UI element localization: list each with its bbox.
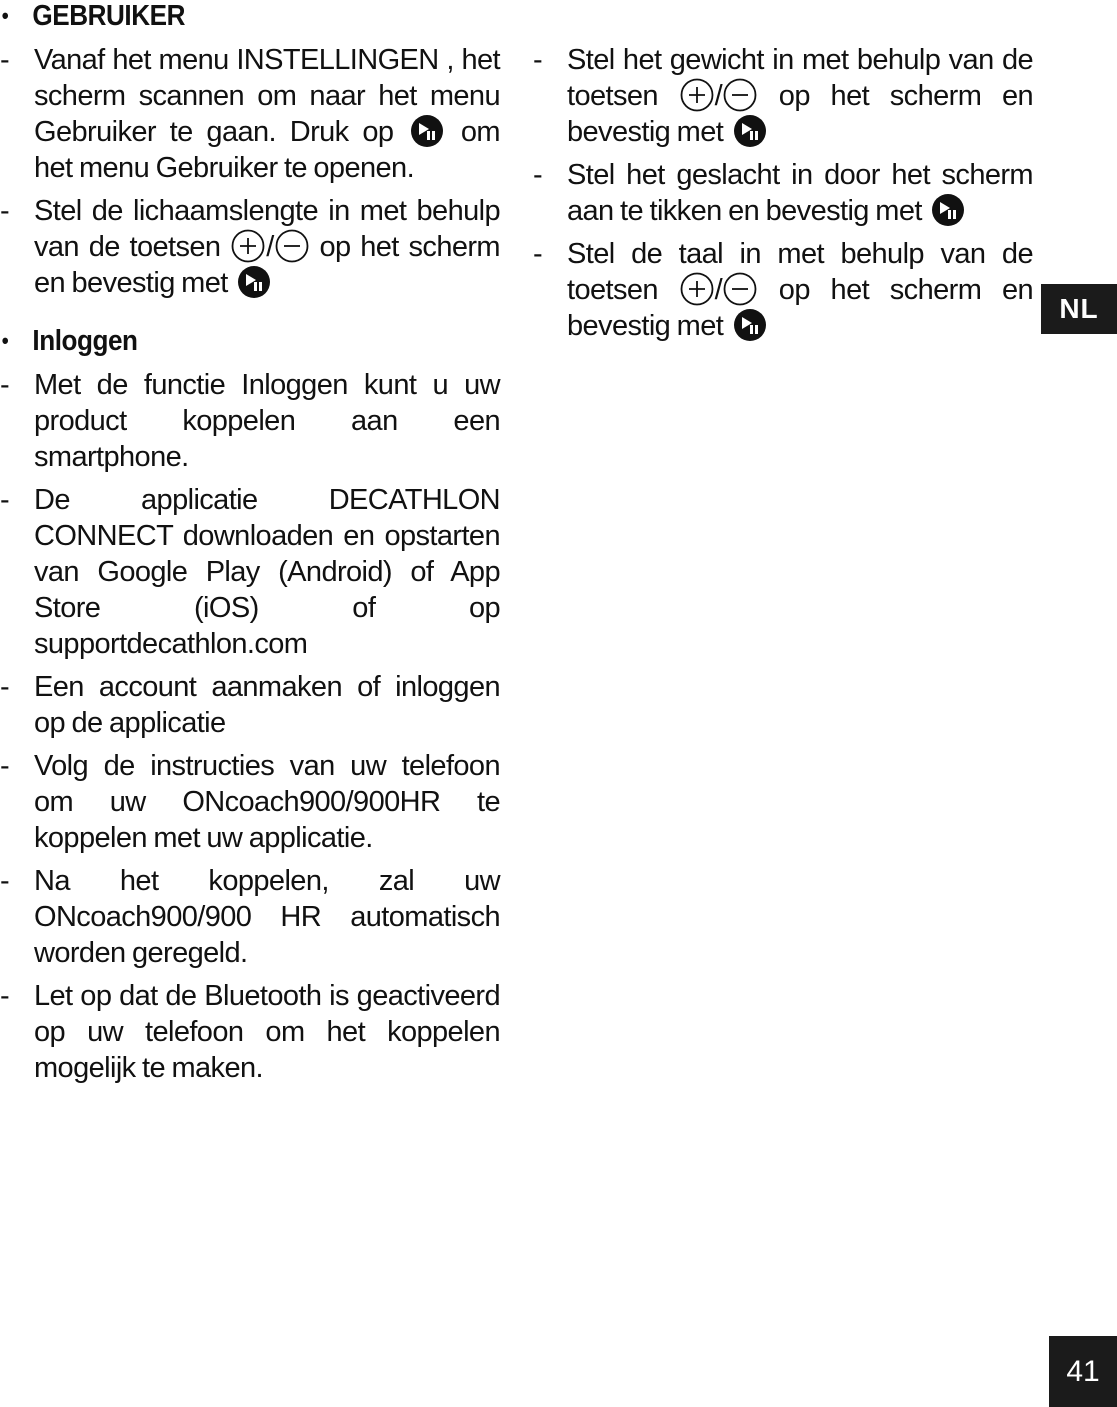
list-item (0, 367, 500, 475)
list-item (0, 482, 500, 662)
dash: - (533, 44, 543, 76)
section-heading-gebruiker (0, 0, 450, 32)
plus-circle-icon (231, 229, 265, 263)
page-number: 41 (1049, 1336, 1117, 1407)
settings-list (533, 42, 1033, 344)
list-item (533, 157, 1033, 229)
minus-circle-icon (723, 78, 757, 112)
list-item (533, 42, 1033, 150)
section-heading-inloggen (0, 325, 450, 357)
play-pause-button-icon (410, 114, 444, 148)
item-text: Let op dat de Bluetooth is geactiveerd op uw telefoon om het koppelen mogelijk te maken. (34, 980, 500, 1084)
dash: - (0, 195, 10, 227)
minus-circle-icon (275, 229, 309, 263)
dash: - (0, 44, 10, 76)
gebruiker-list (0, 42, 500, 301)
item-text: Stel het gewicht in met behulp van de toetsen / op het scherm en bevestig met (567, 44, 1033, 148)
minus-circle-icon (723, 272, 757, 306)
play-pause-button-icon (733, 114, 767, 148)
dash: - (0, 369, 10, 401)
inloggen-list (0, 367, 500, 1086)
list-item (0, 978, 500, 1086)
plus-circle-icon (680, 272, 714, 306)
dash: - (0, 484, 10, 516)
item-text: Stel de taal in met behulp van de toetsen / op het scherm en bevestig met (567, 238, 1033, 342)
list-item (0, 863, 500, 971)
bullet: • (1, 3, 9, 28)
item-text: De applicatie DECATHLON CONNECT downloaden en opstarten van Google Play (Android) of App Store (iOS) of op supportdecathlon.com (34, 484, 500, 660)
item-text: Met de functie Inloggen kunt u uw product koppelen aan een smartphone. (34, 369, 500, 473)
play-pause-button-icon (237, 265, 271, 299)
list-item (0, 193, 500, 301)
left-column (0, 0, 500, 1093)
bullet: • (1, 328, 9, 353)
right-column (533, 42, 1033, 351)
item-text: Na het koppelen, zal uw ONcoach900/900 HR automatisch worden geregeld. (34, 865, 500, 969)
dash: - (533, 238, 543, 270)
play-pause-button-icon (931, 193, 965, 227)
list-item (0, 669, 500, 741)
list-item (533, 236, 1033, 344)
dash: - (0, 980, 10, 1012)
dash: - (0, 865, 10, 897)
item-text: Een account aanmaken of inloggen op de applicatie (34, 671, 500, 739)
dash: - (0, 750, 10, 782)
language-tab-badge: NL (1041, 284, 1117, 334)
list-item (0, 748, 500, 856)
item-text: Stel het geslacht in door het scherm aan te tikken en bevestig met (567, 159, 1033, 227)
item-text: Stel de lichaamslengte in met behulp van de toetsen / op het scherm en bevestig met (34, 195, 500, 299)
play-pause-button-icon (733, 308, 767, 342)
dash: - (533, 159, 543, 191)
dash: - (0, 671, 10, 703)
heading-text: GEBRUIKER (32, 0, 185, 32)
plus-circle-icon (680, 78, 714, 112)
heading-text: Inloggen (32, 324, 138, 357)
item-text: Vanaf het menu INSTELLINGEN , het scherm scannen om naar het menu Gebruiker te gaan. Druk op om het menu Gebruiker te openen. (34, 44, 500, 184)
item-text: Volg de instructies van uw telefoon om uw ONcoach900/900HR te koppelen met uw applicatie. (34, 750, 500, 854)
list-item (0, 42, 500, 186)
